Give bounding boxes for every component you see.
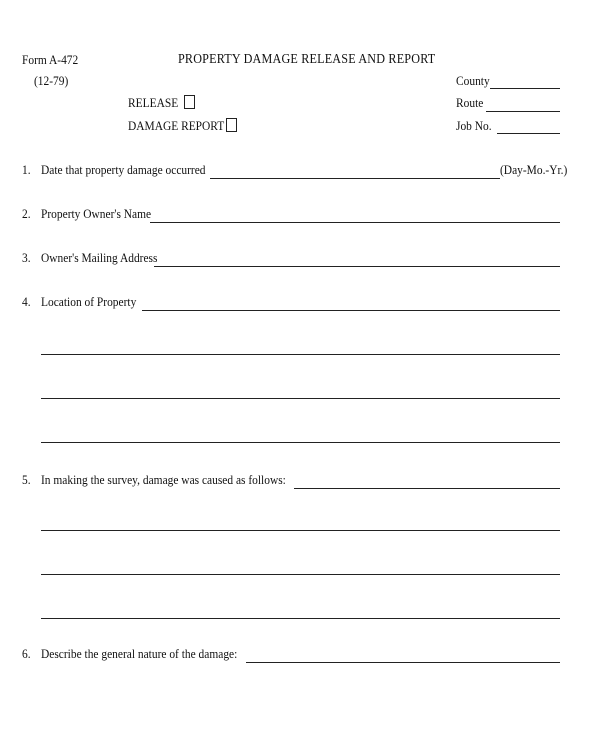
route-field[interactable] bbox=[486, 111, 560, 112]
item-label-damage-nature: Describe the general nature of the damage: bbox=[41, 646, 238, 661]
item-number: 5. bbox=[22, 472, 31, 487]
release-checkbox[interactable] bbox=[184, 95, 195, 109]
item-label-mailing-address: Owner's Mailing Address bbox=[41, 250, 158, 265]
property-location-line-4[interactable] bbox=[41, 442, 560, 443]
item-label-damage-cause: In making the survey, damage was caused as follows: bbox=[41, 472, 286, 487]
property-location-line-3[interactable] bbox=[41, 398, 560, 399]
county-label: County bbox=[456, 73, 490, 88]
date-format-hint: (Day-Mo.-Yr.) bbox=[500, 162, 568, 177]
item-number: 4. bbox=[22, 294, 31, 309]
item-number: 2. bbox=[22, 206, 31, 221]
property-location-line-2[interactable] bbox=[41, 354, 560, 355]
route-label: Route bbox=[456, 95, 484, 110]
item-label-property-location: Location of Property bbox=[41, 294, 137, 309]
item-number: 3. bbox=[22, 250, 31, 265]
item-label-owner-name: Property Owner's Name bbox=[41, 206, 152, 221]
release-label: RELEASE bbox=[128, 95, 179, 110]
form-date: (12-79) bbox=[34, 73, 69, 88]
form-number: Form A-472 bbox=[22, 52, 79, 67]
item-number: 1. bbox=[22, 162, 31, 177]
job-no-field[interactable] bbox=[497, 133, 560, 134]
job-no-label: Job No. bbox=[456, 118, 492, 133]
item-label-damage-date: Date that property damage occurred bbox=[41, 162, 206, 177]
owner-name-field[interactable] bbox=[150, 222, 560, 223]
damage-cause-line-2[interactable] bbox=[41, 530, 560, 531]
damage-report-label: DAMAGE REPORT bbox=[128, 118, 225, 133]
damage-cause-field[interactable] bbox=[294, 488, 560, 489]
item-number: 6. bbox=[22, 646, 31, 661]
damage-nature-field[interactable] bbox=[246, 662, 560, 663]
damage-cause-line-4[interactable] bbox=[41, 618, 560, 619]
county-field[interactable] bbox=[490, 88, 560, 89]
damage-report-checkbox[interactable] bbox=[226, 118, 237, 132]
page-title: PROPERTY DAMAGE RELEASE AND REPORT bbox=[178, 51, 436, 66]
property-location-field[interactable] bbox=[142, 310, 560, 311]
mailing-address-field[interactable] bbox=[154, 266, 560, 267]
damage-date-field[interactable] bbox=[210, 178, 500, 179]
damage-cause-line-3[interactable] bbox=[41, 574, 560, 575]
